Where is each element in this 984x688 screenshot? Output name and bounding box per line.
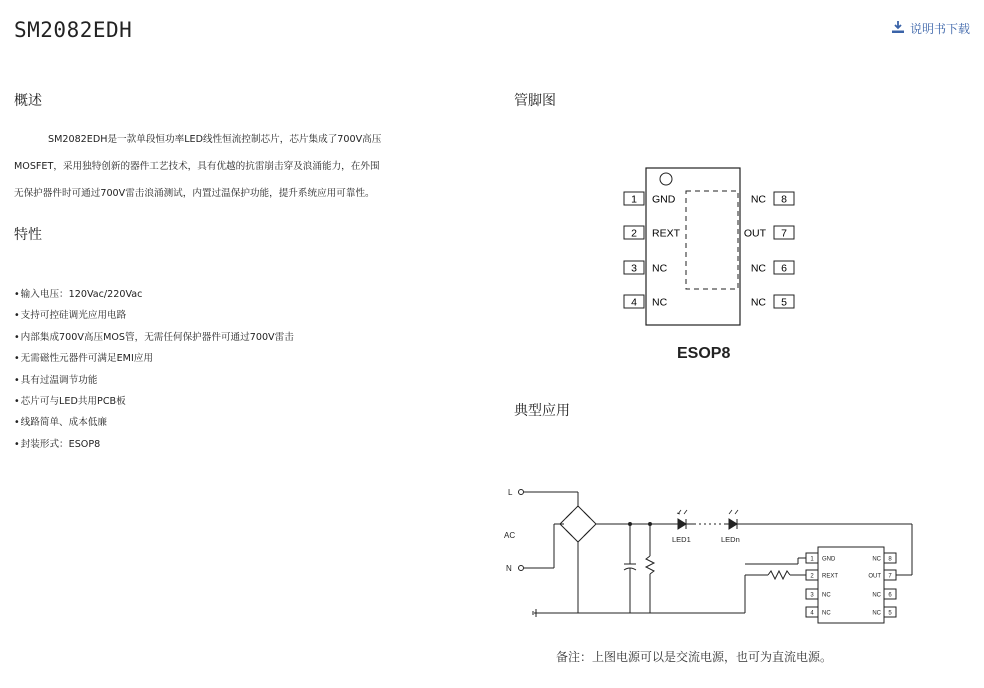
bridge-rectifier [560, 506, 596, 542]
pin-num-3: 3 [631, 262, 637, 275]
label-n: N [506, 564, 512, 573]
circuit-pin-name-6: NC [872, 592, 881, 599]
circuit-pin-name-3: NC [822, 592, 831, 599]
circuit-pin-num-2: 2 [810, 573, 814, 580]
feature-item: • 线路简单、成本低廉 [14, 412, 294, 433]
overview-line: 无保护器件时可通过700V雷击浪涌测试，内置过温保护功能，提升系统应用可靠性。 [14, 188, 375, 199]
pin-name-1: GND [652, 193, 676, 206]
download-label: 说明书下载 [909, 22, 970, 36]
pin-name-4: NC [652, 296, 668, 309]
feature-item: • 封装形式：ESOP8 [14, 434, 294, 455]
circuit-pin-num-1: 1 [810, 556, 814, 563]
feature-item: • 输入电压：120Vac/220Vac [14, 284, 294, 305]
feature-item: • 芯片可与LED共用PCB板 [14, 391, 294, 412]
download-manual-link[interactable] [892, 20, 970, 37]
pin-num-5: 5 [781, 296, 787, 309]
feature-item: • 内部集成700V高压MOS管，无需任何保护器件可通过700V雷击 [14, 327, 294, 348]
label-ac: AC [504, 531, 516, 540]
circuit-pin-num-3: 3 [810, 592, 814, 599]
pin-num-7: 7 [781, 227, 787, 240]
pinout-diagram [608, 158, 808, 368]
terminal-l [519, 490, 524, 495]
circuit-pin-name-4: NC [822, 610, 831, 617]
overview-line: MOSFET，采用独特创新的器件工艺技术，具有优越的抗雷崩击穿及浪涌能力，在外围 [14, 161, 380, 172]
label-led1: LED1 [672, 535, 691, 544]
application-note: 备注：上图电源可以是交流电源，也可为直流电源。 [556, 650, 833, 664]
pin-name-6: NC [750, 262, 766, 275]
pin1-marker [660, 173, 672, 185]
circuit-pin-num-8: 8 [888, 556, 892, 563]
circuit-pin-num-4: 4 [810, 610, 814, 617]
circuit-pin-num-5: 5 [888, 610, 892, 617]
circuit-pin-num-6: 6 [888, 592, 892, 599]
package-name: ESOP8 [677, 345, 731, 362]
pin-name-7: OUT [743, 227, 766, 240]
feature-item: • 支持可控硅调光应用电路 [14, 305, 294, 326]
pin-num-4: 4 [631, 296, 637, 309]
circuit-pin-name-7: OUT [868, 573, 881, 580]
circuit-pin-name-8: NC [872, 556, 881, 563]
pin-name-5: NC [750, 296, 766, 309]
pin-num-6: 6 [781, 262, 787, 275]
pinout-heading: 管脚图 [514, 93, 556, 109]
circuit-pin-name-1: GND [822, 556, 836, 563]
pin-num-1: 1 [631, 193, 637, 206]
label-l: L [508, 488, 513, 497]
page-title: SM2082EDH [14, 18, 133, 42]
pin-name-2: REXT [652, 227, 681, 240]
application-heading: 典型应用 [514, 403, 570, 419]
download-icon [892, 21, 904, 36]
feature-item: • 具有过温调节功能 [14, 370, 294, 391]
overview-heading: 概述 [14, 93, 42, 109]
pin-name-3: NC [652, 262, 668, 275]
circuit-pin-name-2: REXT [822, 573, 839, 580]
pin-num-8: 8 [781, 193, 787, 206]
terminal-n [519, 566, 524, 571]
circuit-pin-name-5: NC [872, 610, 881, 617]
circuit-pin-num-7: 7 [888, 573, 892, 580]
feature-item: • 无需磁性元器件可满足EMI应用 [14, 348, 294, 369]
features-heading: 特性 [14, 227, 42, 243]
overview-line: SM2082EDH是一款单段恒功率LED线性恒流控制芯片，芯片集成了700V高压 [48, 134, 382, 145]
pin-num-2: 2 [631, 227, 637, 240]
pin-name-8: NC [750, 193, 766, 206]
exposed-pad [686, 191, 738, 289]
features-list [14, 284, 294, 455]
application-circuit [500, 478, 920, 628]
overview-text [14, 126, 484, 207]
label-ledn: LEDn [721, 535, 740, 544]
